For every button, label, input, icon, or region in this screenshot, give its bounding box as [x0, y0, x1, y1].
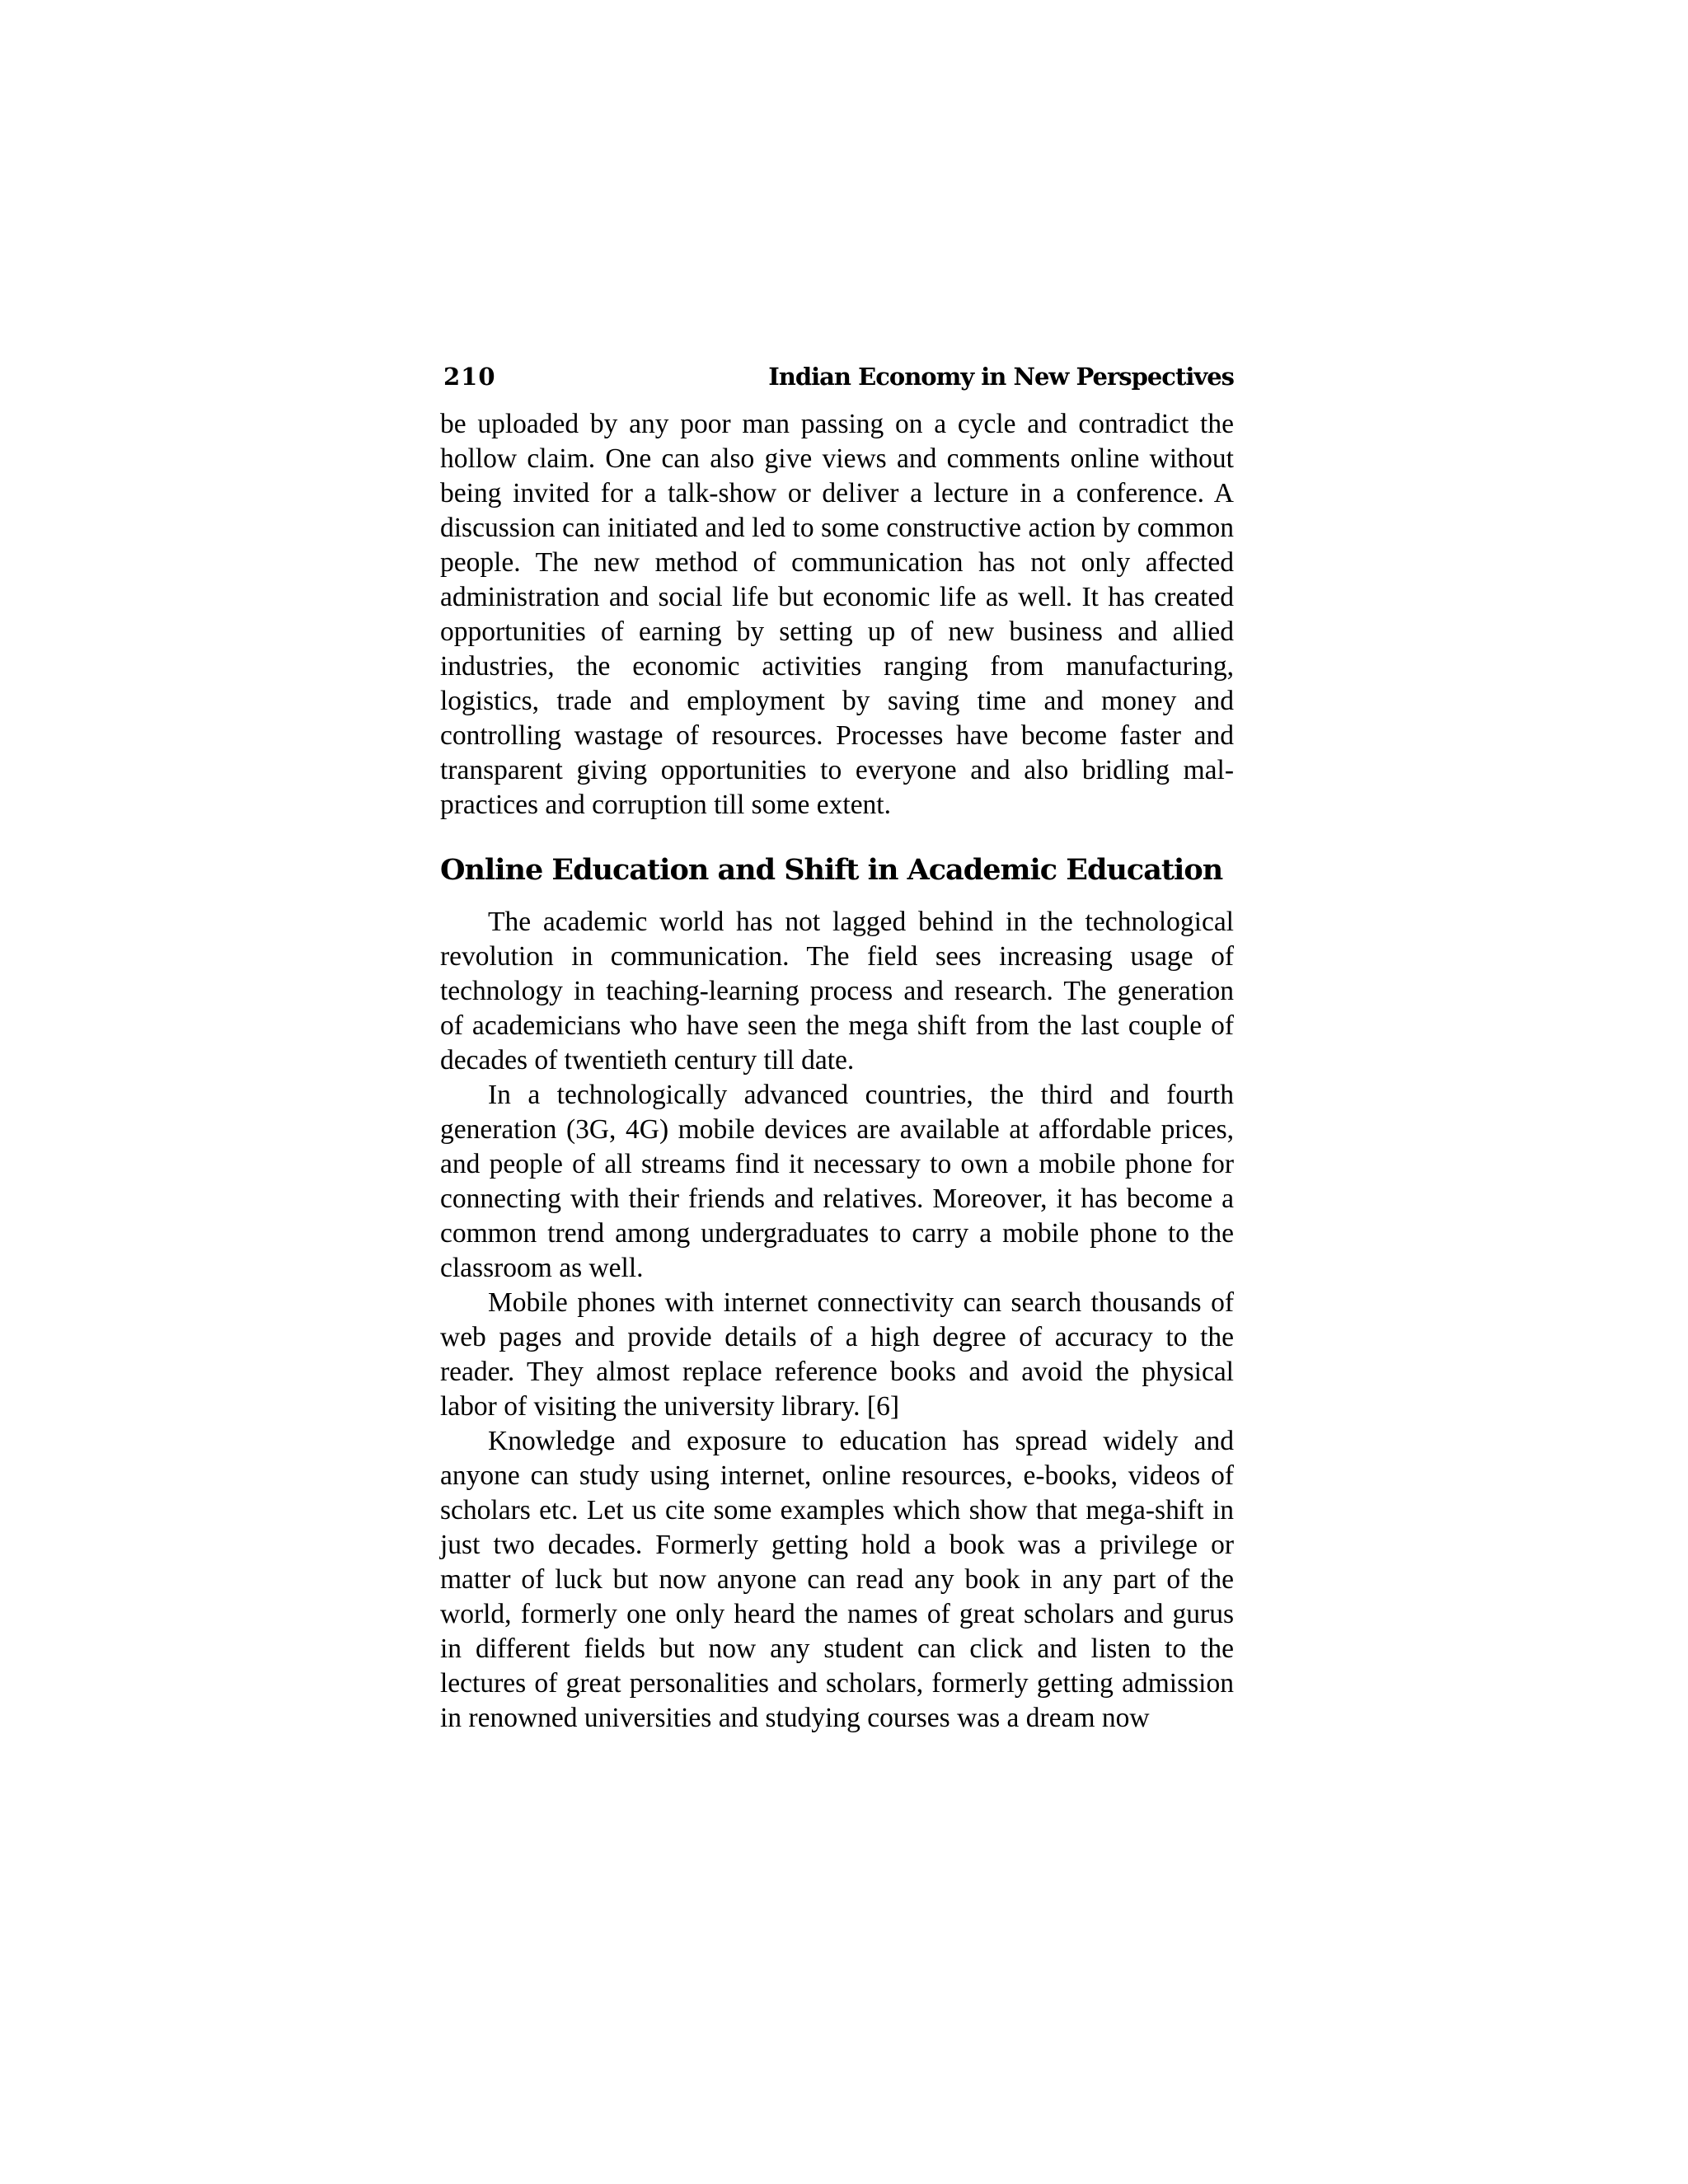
paragraph-2: In a technologically advanced countries, the third and fourth generation (3G, 4G) mobile devices are available at affordable prices, and people of all streams find it necessary to own a mobile phone for connecting with their friends and relatives. Moreover, it has become a common trend among undergraduates to carry a mobile phone to the classroom as well. [440, 1080, 1234, 1283]
paragraph-1: The academic world has not lagged behind in the technological revolution in communication. The field sees increasing usage of technology in teaching-learning process and research. The generation of academicians who have seen the mega shift from the last couple of decades of twentieth century till date. [440, 907, 1234, 1076]
book-title: Indian Economy in New Perspectives [768, 363, 1234, 391]
page-number: 210 [443, 363, 496, 391]
body-text [440, 407, 1234, 1736]
section-heading: Online Education and Shift in Academic Education [440, 853, 1223, 887]
paragraph-3: Mobile phones with internet connectivity can search thousands of web pages and provide details of a high degree of accuracy to the reader. They almost replace reference books and avoid the physical labor of visiting the university library. [6] [440, 1287, 1234, 1422]
running-header [440, 356, 1234, 392]
paragraph-continued: be uploaded by any poor man passing on a cycle and contradict the hollow claim. One can also give views and comments online without being invited for a talk-show or deliver a lecture in a conference. A discussion can initiated and led to some constructive action by common people. The new method of communication has not only affected administration and social life but economic life as well. It has created opportunities of earning by setting up of new business and allied industries, the economic activities ranging from manufacturing, logistics, trade and employment by saving time and money and controlling wastage of resources. Processes have become faster and transparent giving opportunities to everyone and also bridling mal-practices and corruption till some extent. [440, 409, 1234, 820]
paragraph-4: Knowledge and exposure to education has spread widely and anyone can study using internet, online resources, e-books, videos of scholars etc. Let us cite some examples which show that mega-shift in just two decades. Formerly getting hold a book was a privilege or matter of luck but now anyone can read any book in any part of the world, formerly one only heard the names of great scholars and gurus in different fields but now any student can click and listen to the lectures of great personalities and scholars, formerly getting admission in renowned universities and studying courses was a dream now [440, 1426, 1234, 1733]
